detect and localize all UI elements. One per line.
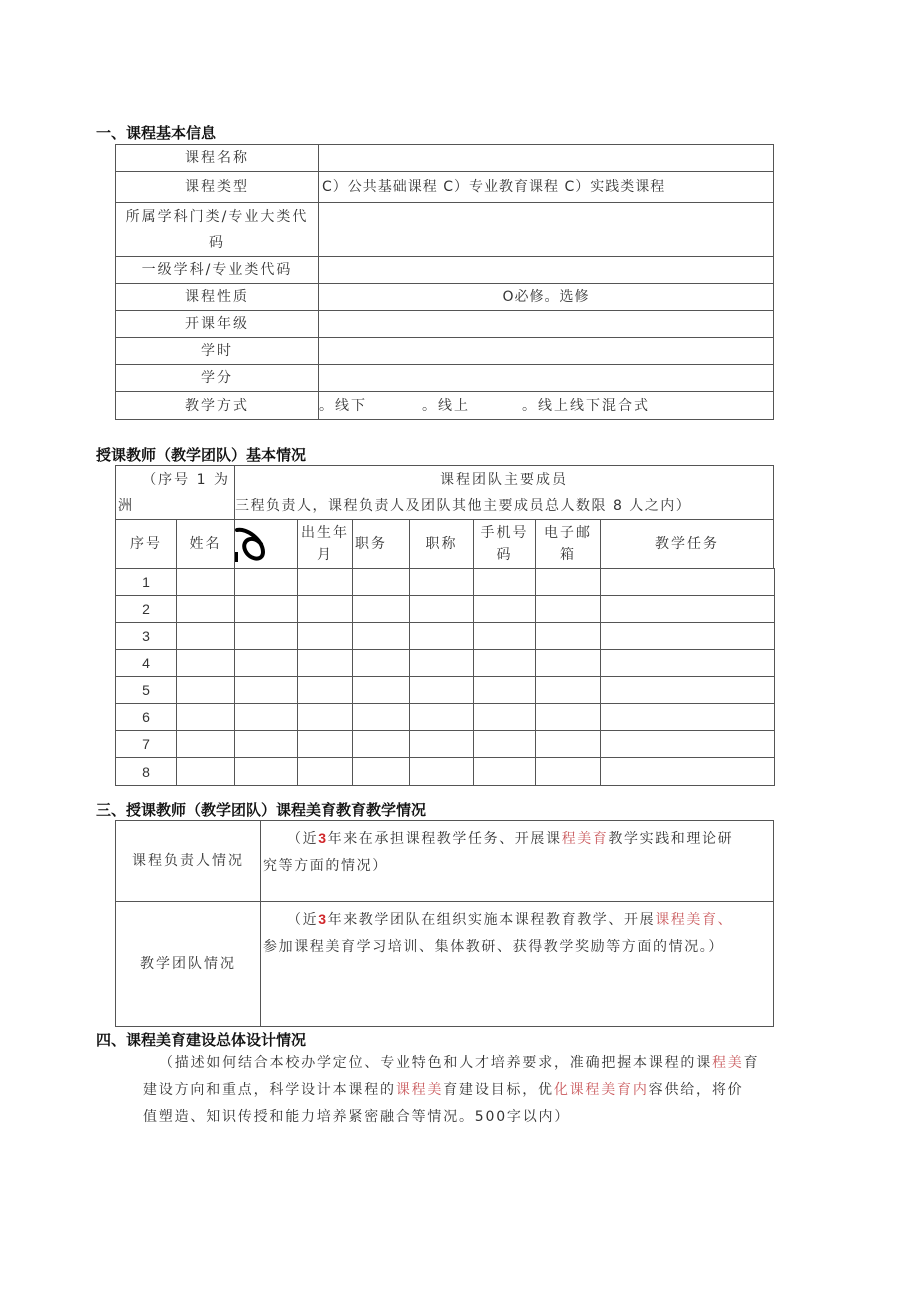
team-member-input-cell[interactable] xyxy=(535,757,601,786)
desc-text: 育建设目标，优 xyxy=(443,1082,554,1098)
team-member-input-cell[interactable] xyxy=(535,703,601,731)
teaching-team-hint-line2: 参加课程美育学习培训、集体教研、获得教学奖励等方面的情况。） xyxy=(263,939,724,955)
team-member-input-cell[interactable] xyxy=(234,730,298,758)
hint-number: 3 xyxy=(318,830,328,846)
col-header-seq xyxy=(115,519,177,569)
row-number: 3 xyxy=(142,628,150,644)
hint-text: （近 xyxy=(287,912,319,928)
team-member-input-cell[interactable] xyxy=(176,649,235,677)
label-grade xyxy=(115,310,319,338)
col-header-phone xyxy=(473,519,536,569)
col-header-name xyxy=(176,519,235,569)
section3-heading: 三、授课教师（教学团队）课程美育教育教学情况 xyxy=(96,801,427,819)
team-member-input-cell[interactable] xyxy=(352,676,410,704)
section1-heading: 一、课程基本信息 xyxy=(96,124,217,142)
label-text: 学分 xyxy=(201,370,233,386)
hint-highlight: 课程美育、 xyxy=(655,912,734,928)
team-member-input-cell[interactable] xyxy=(234,757,298,786)
section4-heading: 四、课程美育建设总体设计情况 xyxy=(96,1031,307,1049)
label-text: 学时 xyxy=(201,343,233,359)
team-member-input-cell[interactable] xyxy=(535,676,601,704)
desc-highlight: 课程美 xyxy=(395,1082,444,1098)
col-header-text: 姓名 xyxy=(189,536,222,552)
desc-highlight: 化课程美育内 xyxy=(553,1082,649,1098)
label-credits xyxy=(115,364,319,392)
team-member-input-cell[interactable] xyxy=(297,730,353,758)
label-course-leader xyxy=(115,820,261,902)
team-member-input-cell[interactable] xyxy=(176,622,235,650)
label-teaching-team xyxy=(115,901,261,1027)
course-type-field[interactable] xyxy=(318,171,774,203)
team-member-input-cell[interactable] xyxy=(176,676,235,704)
col-header-title xyxy=(409,519,474,569)
hint-text: 教学实践和理论研 xyxy=(608,831,734,847)
team-member-input-cell[interactable] xyxy=(297,568,353,596)
row-number: 7 xyxy=(142,736,150,752)
row-number-cell xyxy=(115,703,177,731)
col-header-birth xyxy=(297,519,353,569)
col-header-teaching-task xyxy=(600,519,774,569)
team-member-input-cell[interactable] xyxy=(234,568,298,596)
team-member-input-cell[interactable] xyxy=(473,730,536,758)
teaching-team-field[interactable] xyxy=(260,901,774,1027)
team-member-input-cell[interactable] xyxy=(535,730,601,758)
row-number-cell xyxy=(115,676,177,704)
course-nature-options[interactable]: O必修。选修 xyxy=(502,289,590,305)
desc-highlight: 程美 xyxy=(712,1055,744,1071)
team-member-input-cell[interactable] xyxy=(409,757,474,786)
label-text: 教学方式 xyxy=(185,397,249,414)
team-member-input-cell[interactable] xyxy=(234,676,298,704)
team-member-input-cell[interactable] xyxy=(176,730,235,758)
team-members-title: 课程团队主要成员 xyxy=(440,472,568,488)
team-member-input-cell[interactable] xyxy=(600,676,775,704)
team-member-input-cell[interactable] xyxy=(352,649,410,677)
team-member-input-cell[interactable] xyxy=(297,622,353,650)
team-member-input-cell[interactable] xyxy=(600,730,775,758)
hint-text: 年来教学团队在组织实施本课程教育教学、开展 xyxy=(327,912,656,928)
team-member-input-cell[interactable] xyxy=(234,622,298,650)
team-member-input-cell[interactable] xyxy=(176,595,235,623)
label-course-name xyxy=(115,144,319,172)
team-member-input-cell[interactable] xyxy=(297,595,353,623)
row-number-cell xyxy=(115,595,177,623)
row-number: 5 xyxy=(142,682,150,698)
team-member-input-cell[interactable] xyxy=(473,703,536,731)
team-member-input-cell[interactable] xyxy=(409,730,474,758)
row-number-cell xyxy=(115,622,177,650)
teaching-team-hint-line1 xyxy=(263,906,773,934)
label-discipline-category-code xyxy=(115,202,319,257)
label-text: 课程性质 xyxy=(185,289,249,305)
team-member-input-cell[interactable] xyxy=(352,595,410,623)
row-number-cell xyxy=(115,730,177,758)
label-text: 课程类型 xyxy=(185,179,249,195)
class-hours-field[interactable] xyxy=(318,337,774,365)
hint-text: 年来在承担课程教学任务、开展课 xyxy=(327,831,562,847)
col-header-text: 职务 xyxy=(355,536,387,552)
team-member-input-cell[interactable] xyxy=(473,595,536,623)
team-members-header xyxy=(234,465,774,520)
team-member-input-cell[interactable] xyxy=(234,595,298,623)
label-first-level-discipline-code xyxy=(115,256,319,284)
label-teaching-mode xyxy=(115,391,319,420)
sequence-note-line2: 洲 xyxy=(118,498,134,514)
team-members-note: 三程负责人，课程负责人及团队其他主要成员总人数限 8 人之内） xyxy=(235,498,692,514)
col-header-text: 序号 xyxy=(130,536,162,552)
team-member-input-cell[interactable] xyxy=(352,622,410,650)
option-offline[interactable]: 。线下 xyxy=(319,397,367,414)
option-online[interactable]: 。线上 xyxy=(422,397,470,414)
team-member-input-cell[interactable] xyxy=(535,568,601,596)
desc-text: （描述如何结合本校办学定位、专业特色和人才培养要求，准确把握本课程的课 xyxy=(159,1055,712,1071)
row-number-cell xyxy=(115,568,177,596)
course-leader-hint-line1 xyxy=(263,825,773,853)
col-header-text-line1: 出生年 xyxy=(301,525,349,541)
label-course-type xyxy=(115,171,319,203)
team-member-input-cell[interactable] xyxy=(234,649,298,677)
design-description-line3: 值塑造、知识传授和能力培养紧密融合等情况。500字以内） xyxy=(143,1109,571,1125)
course-leader-field[interactable] xyxy=(260,820,774,902)
hint-number: 3 xyxy=(318,911,328,927)
row-number-cell xyxy=(115,757,177,786)
team-member-input-cell[interactable] xyxy=(352,757,410,786)
discipline-category-code-field[interactable] xyxy=(318,202,774,257)
col-header-text-line2: 码 xyxy=(496,547,513,563)
label-course-nature xyxy=(115,283,319,311)
team-member-input-cell[interactable] xyxy=(600,568,775,596)
handwritten-glyph-icon xyxy=(234,526,283,566)
team-member-input-cell[interactable] xyxy=(409,595,474,623)
col-header-text-line2: 月 xyxy=(317,547,333,563)
col-header-position xyxy=(352,519,410,569)
label-text: 开课年级 xyxy=(185,316,249,332)
course-nature-field[interactable] xyxy=(318,283,774,311)
design-description-line1 xyxy=(143,1050,759,1077)
col-header-text: 教学任务 xyxy=(655,536,719,552)
label-text: 课程名称 xyxy=(185,150,249,166)
row-number: 4 xyxy=(142,655,150,671)
team-member-input-cell[interactable] xyxy=(600,703,775,731)
team-member-input-cell[interactable] xyxy=(600,757,775,786)
team-member-input-cell[interactable] xyxy=(176,703,235,731)
team-member-input-cell[interactable] xyxy=(600,649,775,677)
col-header-unreadable xyxy=(234,519,298,569)
team-member-input-cell[interactable] xyxy=(297,703,353,731)
team-member-input-cell[interactable] xyxy=(352,703,410,731)
label-text: 课程负责人情况 xyxy=(132,853,244,869)
design-description-line2 xyxy=(143,1077,759,1104)
desc-text: 容供给，将价 xyxy=(648,1082,744,1098)
row-number: 1 xyxy=(142,574,150,590)
team-member-input-cell[interactable] xyxy=(409,622,474,650)
course-name-field[interactable] xyxy=(318,144,774,172)
team-member-input-cell[interactable] xyxy=(234,703,298,731)
col-header-email xyxy=(535,519,601,569)
grade-field[interactable] xyxy=(318,310,774,338)
col-header-text-line1: 手机号 xyxy=(480,525,529,541)
section2-heading: 授课教师（教学团队）基本情况 xyxy=(96,446,307,464)
team-member-input-cell[interactable] xyxy=(297,757,353,786)
row-number-cell xyxy=(115,649,177,677)
course-leader-hint-line2: 究等方面的情况） xyxy=(263,858,388,874)
team-member-input-cell[interactable] xyxy=(297,649,353,677)
label-text: 教学团队情况 xyxy=(140,956,236,972)
row-number: 8 xyxy=(142,763,150,780)
team-member-input-cell[interactable] xyxy=(600,595,775,623)
team-member-input-cell[interactable] xyxy=(473,676,536,704)
desc-text: 建设方向和重点，科学设计本课程的 xyxy=(143,1082,396,1098)
credits-field[interactable] xyxy=(318,364,774,392)
team-member-input-cell[interactable] xyxy=(600,622,775,650)
team-member-input-cell[interactable] xyxy=(535,649,601,677)
sequence-note-header xyxy=(115,465,235,520)
team-member-input-cell[interactable] xyxy=(409,649,474,677)
team-member-input-cell[interactable] xyxy=(535,595,601,623)
team-member-input-cell[interactable] xyxy=(297,676,353,704)
design-description-paragraph xyxy=(143,1050,759,1131)
col-header-text-line2: 箱 xyxy=(560,547,576,563)
team-member-input-cell[interactable] xyxy=(473,568,536,596)
team-member-input-cell[interactable] xyxy=(473,649,536,677)
col-header-text: 职称 xyxy=(425,536,458,552)
team-member-input-cell[interactable] xyxy=(352,568,410,596)
hint-text: （近 xyxy=(287,831,319,847)
option-blended[interactable]: 。线上线下混合式 xyxy=(522,397,650,414)
row-number: 2 xyxy=(142,601,150,617)
label-text-line2: 码 xyxy=(209,234,225,251)
team-member-input-cell[interactable] xyxy=(176,757,235,786)
label-text-line1: 所属学科门类/专业大类代 xyxy=(125,208,309,225)
team-member-input-cell[interactable] xyxy=(473,757,536,786)
team-member-input-cell[interactable] xyxy=(473,622,536,650)
team-member-input-cell[interactable] xyxy=(409,568,474,596)
team-member-input-cell[interactable] xyxy=(409,703,474,731)
col-header-text-line1: 电子邮 xyxy=(544,525,592,541)
first-level-discipline-code-field[interactable] xyxy=(318,256,774,284)
team-member-input-cell[interactable] xyxy=(352,730,410,758)
team-member-input-cell[interactable] xyxy=(409,676,474,704)
sequence-note-line1: （序号 1 为 xyxy=(142,472,230,488)
label-text: 一级学科/专业类代码 xyxy=(141,262,293,278)
team-member-input-cell[interactable] xyxy=(535,622,601,650)
desc-text: 育 xyxy=(743,1055,760,1071)
course-type-options[interactable]: C）公共基础课程 C）专业教育课程 C）实践类课程 xyxy=(322,179,666,195)
row-number: 6 xyxy=(142,709,150,725)
hint-highlight: 程美育 xyxy=(561,831,609,847)
label-class-hours xyxy=(115,337,319,365)
team-member-input-cell[interactable] xyxy=(176,568,235,596)
teaching-mode-field xyxy=(318,391,774,420)
